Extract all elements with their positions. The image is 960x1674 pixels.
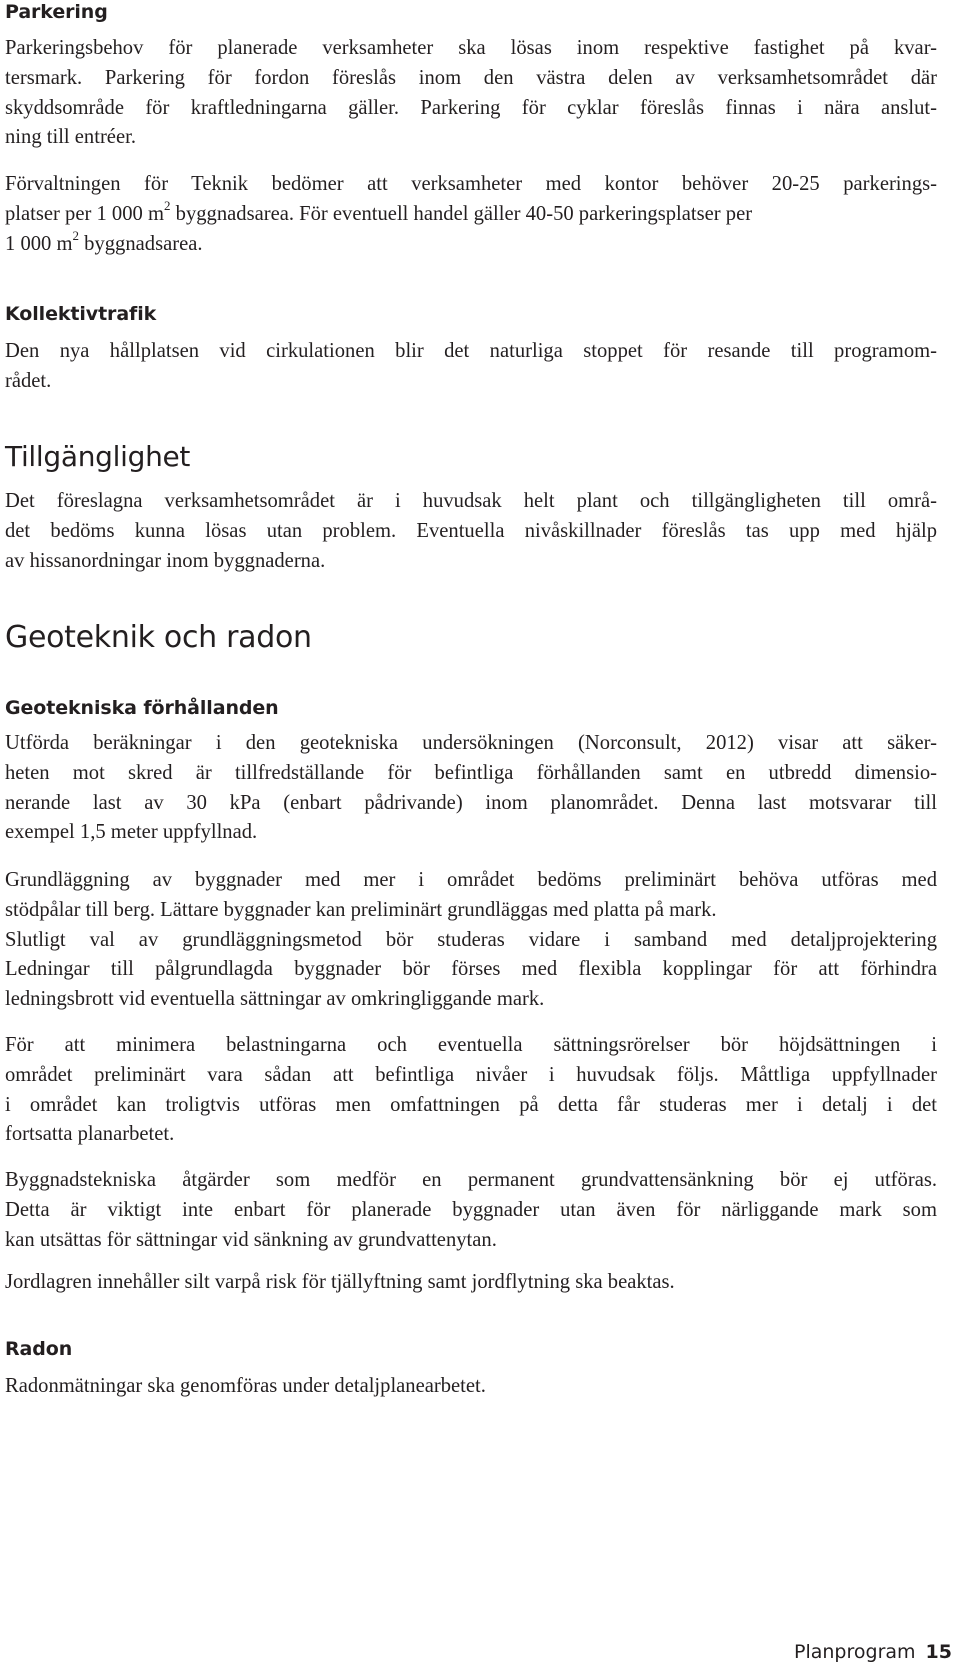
heading-geoteknik: Geoteknik och radon — [5, 620, 312, 655]
text-line: nerande last av 30 kPa (enbart pådrivande) inom planområdet. Denna last motsvarar till — [5, 791, 937, 814]
text-line: skyddsområde för kraftledningarna gäller. Parkering för cyklar föreslås finnas i nära anslut- — [5, 96, 937, 119]
text-line: Jordlagren innehåller silt varpå risk för tjällyftning samt jordflytning ska beaktas. — [5, 1271, 675, 1293]
text-line: Utförda beräkningar i den geotekniska undersökningen (Norconsult, 2012) visar att säker- — [5, 732, 937, 754]
superscript: 2 — [72, 227, 80, 243]
heading-geotekniska: Geotekniska förhållanden — [5, 697, 279, 719]
heading-kollektivtrafik: Kollektivtrafik — [5, 303, 157, 325]
text-line: ning till entréer. — [5, 126, 136, 149]
paragraph-radon — [5, 1372, 486, 1402]
text-line: det bedöms kunna lösas utan problem. Eventuella nivåskillnader föreslås tas upp med hjälp — [5, 519, 937, 542]
page-footer — [794, 1640, 952, 1664]
paragraph-geotekniska-1 — [5, 729, 937, 848]
text-line: området preliminärt vara sådan att befintliga nivåer i huvudsak följs. Måttliga uppfyllnader — [5, 1063, 937, 1086]
text-span: byggnadsarea. För eventuell handel gäller 40-50 parkeringsplatser per — [170, 202, 753, 225]
text-line: av hissanordningar inom byggnaderna. — [5, 549, 326, 572]
heading-parkering: Parkering — [5, 1, 108, 23]
text-line: stödpålar till berg. Lättare byggnader kan preliminärt grundläggas med platta på mark. — [5, 898, 717, 921]
text-line: Byggnadstekniska åtgärder som medför en permanent grundvattensänkning bör ej utföras. — [5, 1169, 937, 1191]
paragraph-parkering-2 — [5, 170, 937, 259]
paragraph-geotekniska-3 — [5, 1031, 937, 1150]
text-line: i området kan troligtvis utföras men omfattningen på detta får studeras mer i detalj i det — [5, 1093, 937, 1116]
text-line: Detta är viktigt inte enbart för planerade byggnader utan även för närliggande mark som — [5, 1198, 937, 1221]
paragraph-kollektivtrafik — [5, 337, 937, 397]
text-span: 1 000 m — [5, 232, 73, 255]
heading-radon: Radon — [5, 1338, 73, 1360]
text-line: Förvaltningen för Teknik bedömer att verksamheter med kontor behöver 20-25 parkerings- — [5, 173, 937, 195]
footer-title: Planprogram — [794, 1641, 916, 1663]
paragraph-parkering-1 — [5, 34, 937, 153]
text-line: Det föreslagna verksamhetsområdet är i huvudsak helt plant och tillgängligheten till områ- — [5, 490, 937, 512]
text-line: ledningsbrott vid eventuella sättningar av omkringliggande mark. — [5, 988, 545, 1011]
text-line: tersmark. Parkering för fordon föreslås inom den västra delen av verksamhetsområdet där — [5, 66, 937, 89]
text-line: rådet. — [5, 369, 52, 392]
text-line: Slutligt val av grundläggningsmetod bör studeras vidare i samband med detaljprojektering — [5, 928, 937, 951]
text-line: Radonmätningar ska genomföras under detaljplanearbetet. — [5, 1375, 486, 1397]
text-span: platser per 1 000 m — [5, 202, 164, 225]
text-line: Ledningar till pålgrundlagda byggnader bör förses med flexibla kopplingar för att förhindra — [5, 958, 937, 981]
text-line: exempel 1,5 meter uppfyllnad. — [5, 821, 258, 844]
text-line: Den nya hållplatsen vid cirkulationen blir det naturliga stoppet för resande till programom- — [5, 340, 937, 362]
text-line: kan utsättas för sättningar vid sänkning av grundvattenytan. — [5, 1228, 497, 1251]
paragraph-geotekniska-4 — [5, 1166, 937, 1255]
paragraph-geotekniska-5 — [5, 1268, 675, 1298]
text-line: Parkeringsbehov för planerade verksamheter ska lösas inom respektive fastighet på kvar- — [5, 37, 937, 59]
superscript: 2 — [164, 197, 171, 213]
text-line: fortsatta planarbetet. — [5, 1123, 175, 1146]
text-line: För att minimera belastningarna och eventuella sättningsrörelser bör höjdsättningen i — [5, 1034, 937, 1056]
paragraph-geotekniska-2 — [5, 866, 937, 1015]
text-line: Grundläggning av byggnader med mer i området bedöms preliminärt behöva utföras med — [5, 869, 937, 891]
text-line — [5, 227, 937, 260]
text-span: byggnadsarea. — [79, 232, 203, 255]
text-line — [5, 197, 937, 230]
heading-tillganglighet: Tillgänglighet — [5, 440, 191, 473]
text-line: heten mot skred är tillfredställande för befintliga förhållanden samt en utbredd dimensio- — [5, 761, 937, 784]
page-number: 15 — [925, 1641, 952, 1663]
paragraph-tillganglighet — [5, 487, 937, 576]
